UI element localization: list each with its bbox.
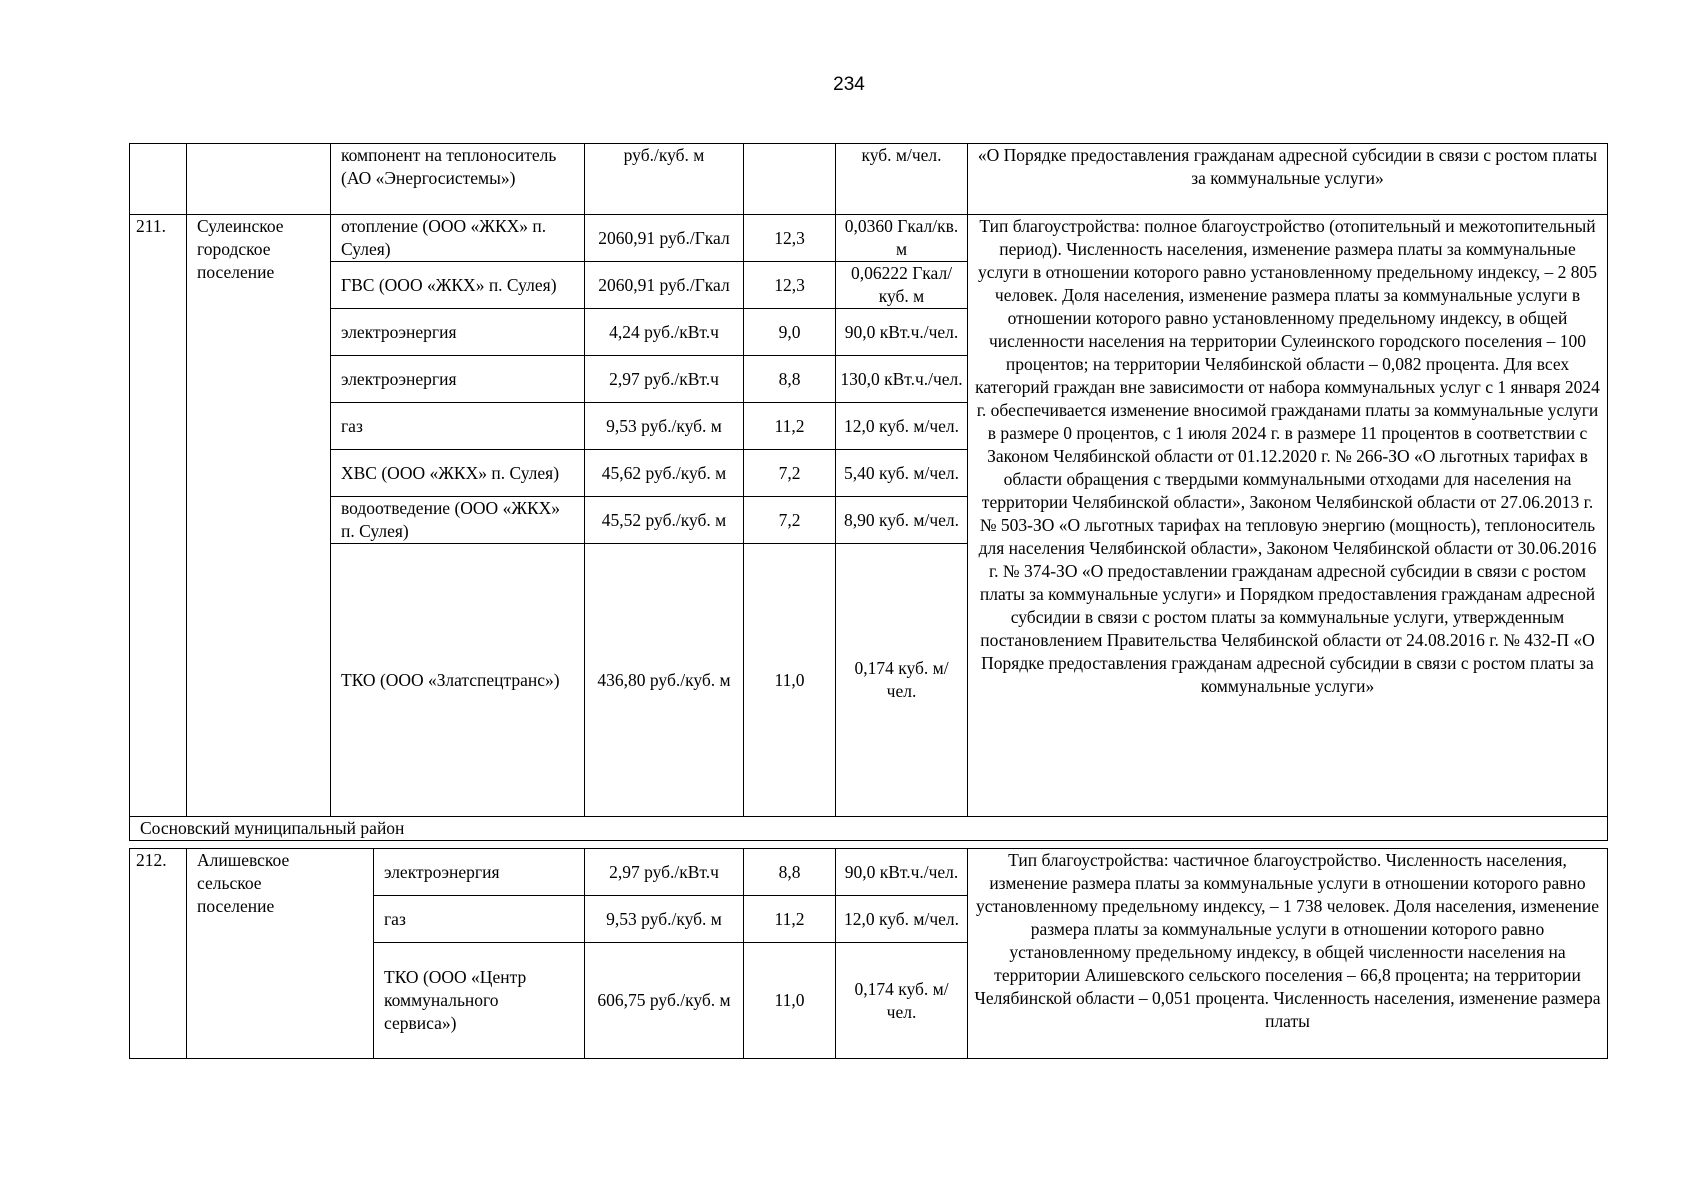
- index-cell: [744, 144, 836, 215]
- index-cell: 9,0: [744, 309, 836, 356]
- norm-cell: куб. м/чел.: [836, 144, 968, 215]
- index-cell: 7,2: [744, 450, 836, 497]
- index-cell: 11,0: [744, 544, 836, 817]
- tariff-cell: 9,53 руб./куб. м: [585, 896, 744, 943]
- tariff-cell: 436,80 руб./куб. м: [585, 544, 744, 817]
- tariff-cell: 45,62 руб./куб. м: [585, 450, 744, 497]
- service-cell: электроэнергия: [331, 356, 585, 403]
- service-cell: отопление (ООО «ЖКХ» п. Сулея): [331, 215, 585, 262]
- norm-cell: 5,40 куб. м/чел.: [836, 450, 968, 497]
- row-number-cell: [130, 144, 187, 215]
- norm-cell: 90,0 кВт.ч./чел.: [836, 309, 968, 356]
- tariff-cell: 45,52 руб./куб. м: [585, 497, 744, 544]
- norm-cell: 12,0 куб. м/чел.: [836, 403, 968, 450]
- norm-cell: 0,174 куб. м/чел.: [836, 943, 968, 1059]
- settlement-cell: [187, 144, 331, 215]
- tariff-cell: 2,97 руб./кВт.ч: [585, 849, 744, 896]
- settlement-cell: Сулеинское городское поселение: [187, 215, 331, 817]
- norm-cell: 0,0360 Гкал/кв. м: [836, 215, 968, 262]
- tariff-table-upper: [129, 143, 1608, 841]
- norm-cell: 130,0 кВт.ч./чел.: [836, 356, 968, 403]
- note-cell: Тип благоустройства: частичное благоустройство. Численность населения, изменение размера платы за коммунальные услуги в отношении которого равно установленному предельному индексу, – 1 738 человек. Доля населения, изменение размера платы за коммунальные услуги в отношении которого равно установленному предельному индексу, в общей численности населения на территории Алишевского сельского поселения – 66,8 процента; на территории Челябинской области – 0,051 процента. Численность населения, изменение размера платы: [968, 849, 1608, 1059]
- tariff-cell: 606,75 руб./куб. м: [585, 943, 744, 1059]
- note-cell: Тип благоустройства: полное благоустройство (отопительный и межотопительный период). Численность населения, изменение размера платы за коммунальные услуги в отношении которого равно установленному предельному индексу, – 2 805 человек. Доля населения, изменение размера платы за коммунальные услуги в отношении которого равно установленному предельному индексу, в общей численности населения на территории Сулеинского городского поселения – 100 процентов; на территории Челябинской области – 0,082 процента. Для всех категорий граждан вне зависимости от набора коммунальных услуг с 1 января 2024 г. обеспечивается изменение вносимой гражданами платы за коммунальные услуги в размере 0 процентов, с 1 июля 2024 г. в размере 11 процентов в соответствии с Законом Челябинской области от 01.12.2020 г. № 266-ЗО «О льготных тарифах в области обращения с твердыми коммунальными отходами для населения на территории Челябинской области», Законом Челябинской области от 27.06.2013 г. № 503-ЗО «О льготных тарифах на тепловую энергию (мощность), теплоноситель для населения Челябинской области», Законом Челябинской области от 30.06.2016 г. № 374-ЗО «О предоставлении гражданам адресной субсидии в связи с ростом платы за коммунальные услуги» и Порядком предоставления гражданам адресной субсидии в связи с ростом платы за коммунальные услуги, утвержденным постановлением Правительства Челябинской области от 24.08.2016 г. № 432-П «О Порядке предоставления гражданам адресной субсидии в связи с ростом платы за коммунальные услуги»: [968, 215, 1608, 817]
- service-cell: компонент на теплоноситель (АО «Энергосистемы»): [331, 144, 585, 215]
- tariff-cell: 2060,91 руб./Гкал: [585, 262, 744, 309]
- index-cell: 11,2: [744, 896, 836, 943]
- service-cell: ТКО (ООО «Центр коммунального сервиса»): [374, 943, 585, 1059]
- index-cell: 11,0: [744, 943, 836, 1059]
- norm-cell: 12,0 куб. м/чел.: [836, 896, 968, 943]
- service-cell: ТКО (ООО «Златспецтранс»): [331, 544, 585, 817]
- table-row: [130, 144, 1608, 215]
- service-cell: газ: [331, 403, 585, 450]
- row-number-cell: 211.: [130, 215, 187, 817]
- index-cell: 8,8: [744, 849, 836, 896]
- service-cell: электроэнергия: [331, 309, 585, 356]
- norm-cell: 8,90 куб. м/чел.: [836, 497, 968, 544]
- norm-cell: 0,174 куб. м/чел.: [836, 544, 968, 817]
- norm-cell: 90,0 кВт.ч./чел.: [836, 849, 968, 896]
- row-number-cell: 212.: [130, 849, 187, 1059]
- page-number: 234: [833, 74, 865, 95]
- service-cell: газ: [374, 896, 585, 943]
- note-cell: «О Порядке предоставления гражданам адресной субсидии в связи с ростом платы за коммунальные услуги»: [968, 144, 1608, 215]
- table-row: [130, 849, 1608, 896]
- index-cell: 8,8: [744, 356, 836, 403]
- tariff-cell: 9,53 руб./куб. м: [585, 403, 744, 450]
- district-name: Сосновский муниципальный район: [130, 817, 1608, 841]
- index-cell: 11,2: [744, 403, 836, 450]
- index-cell: 7,2: [744, 497, 836, 544]
- service-cell: водоотведение (ООО «ЖКХ» п. Сулея): [331, 497, 585, 544]
- index-cell: 12,3: [744, 215, 836, 262]
- index-cell: 12,3: [744, 262, 836, 309]
- service-cell: ХВС (ООО «ЖКХ» п. Сулея): [331, 450, 585, 497]
- service-cell: ГВС (ООО «ЖКХ» п. Сулея): [331, 262, 585, 309]
- settlement-cell: Алишевское сельское поселение: [187, 849, 374, 1059]
- district-row: [130, 817, 1608, 841]
- tariff-cell: руб./куб. м: [585, 144, 744, 215]
- tariff-cell: 4,24 руб./кВт.ч: [585, 309, 744, 356]
- tariff-table-lower: [129, 848, 1608, 1059]
- table-row: [130, 215, 1608, 262]
- tariff-cell: 2,97 руб./кВт.ч: [585, 356, 744, 403]
- norm-cell: 0,06222 Гкал/куб. м: [836, 262, 968, 309]
- service-cell: электроэнергия: [374, 849, 585, 896]
- tariff-cell: 2060,91 руб./Гкал: [585, 215, 744, 262]
